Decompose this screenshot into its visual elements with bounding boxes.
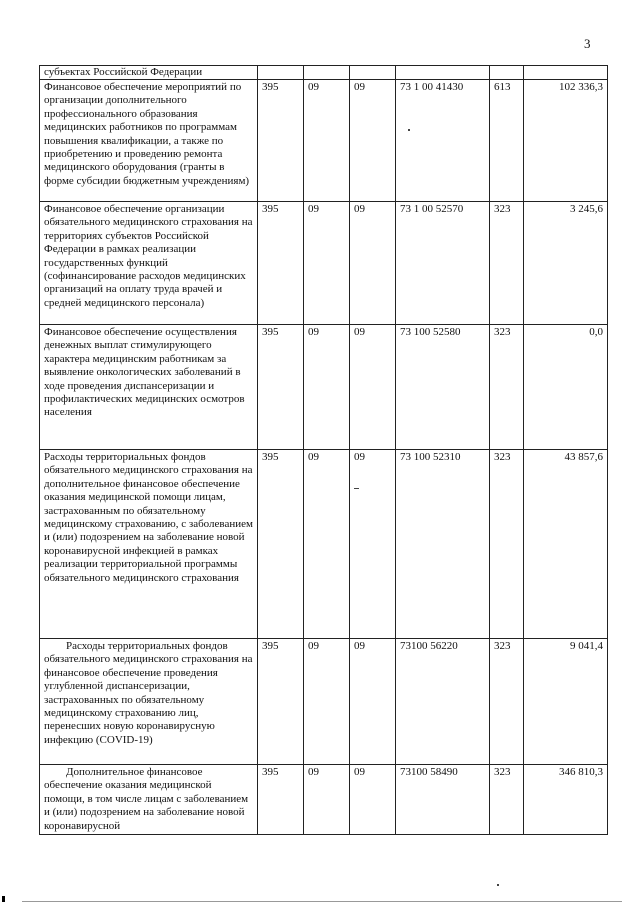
amount: 9 041,4 [524, 639, 608, 765]
ministry-code: 395 [258, 325, 304, 450]
table-row [40, 202, 608, 325]
section-code: 09 [304, 325, 350, 450]
amount: 102 336,3 [524, 80, 608, 202]
table-row [40, 80, 608, 202]
scan-corner-mark [2, 896, 5, 902]
table-row [40, 325, 608, 450]
row-description: Финансовое обеспечение мероприятий по организации дополнительного профессионального образования медицинских работников по программам повышения квалификации, а также по приобретению и проведению ремонта медицинского оборудования (гранты в форме субсидии бюджетным учреждениям) [40, 80, 258, 202]
scan-speck [408, 129, 410, 131]
ministry-code: 395 [258, 80, 304, 202]
subsection-code: 09 [350, 450, 396, 639]
table-row [40, 450, 608, 639]
scan-bottom-edge [22, 901, 622, 902]
scan-speck [354, 488, 359, 489]
subsection-code: 09 [350, 639, 396, 765]
continuation-cell: субъектах Российской Федерации [40, 66, 258, 80]
expense-type-code: 323 [490, 639, 524, 765]
amount: 346 810,3 [524, 765, 608, 835]
section-code: 09 [304, 450, 350, 639]
expense-type-code: 323 [490, 765, 524, 835]
ministry-code: 395 [258, 765, 304, 835]
ministry-code: 395 [258, 639, 304, 765]
target-code: 73 1 00 52570 [396, 202, 490, 325]
subsection-code: 09 [350, 765, 396, 835]
target-code: 73100 58490 [396, 765, 490, 835]
row-description: Финансовое обеспечение осуществления денежных выплат стимулирующего характера медицинским работникам за выявление онкологических заболеваний в ходе проведения диспансеризации и профилактических медицинских осмотров населения [40, 325, 258, 450]
expense-type-code: 323 [490, 202, 524, 325]
section-code: 09 [304, 765, 350, 835]
subsection-code: 09 [350, 325, 396, 450]
expense-type-code: 613 [490, 80, 524, 202]
target-code: 73100 56220 [396, 639, 490, 765]
expense-type-code: 323 [490, 450, 524, 639]
table-row [40, 765, 608, 835]
section-code: 09 [304, 202, 350, 325]
target-code: 73 1 00 41430 [396, 80, 490, 202]
section-code: 09 [304, 639, 350, 765]
subsection-code: 09 [350, 80, 396, 202]
row-description: Финансовое обеспечение организации обязательного медицинского страхования на территориях субъектов Российской Федерации в рамках реализации государственных функций (софинансирование расходов медицинских организаций на оплату труда врачей и средней медицинского персонала) [40, 202, 258, 325]
subsection-code: 09 [350, 202, 396, 325]
table-row [40, 639, 608, 765]
row-description: Расходы территориальных фондов обязательного медицинского страхования на дополнительное финансовое обеспечение оказания медицинской помощи лицам, застрахованным по обязательному медицинскому страхованию, с заболеванием и (или) подозрением на заболевание новой коронавирусной инфекцией в рамках реализации территориальной программы обязательного медицинского страхования [40, 450, 258, 639]
amount: 0,0 [524, 325, 608, 450]
page-number: 3 [584, 36, 591, 51]
expense-type-code: 323 [490, 325, 524, 450]
section-code: 09 [304, 80, 350, 202]
target-code: 73 100 52580 [396, 325, 490, 450]
ministry-code: 395 [258, 450, 304, 639]
scan-speck [497, 884, 499, 886]
table-row [40, 66, 608, 80]
target-code: 73 100 52310 [396, 450, 490, 639]
ministry-code: 395 [258, 202, 304, 325]
row-description: Дополнительное финансовое обеспечение оказания медицинской помощи, в том числе лицам с заболеванием и (или) подозрением на заболевание новой коронавирусной [40, 765, 258, 835]
amount: 3 245,6 [524, 202, 608, 325]
amount: 43 857,6 [524, 450, 608, 639]
row-description: Расходы территориальных фондов обязательного медицинского страхования на финансовое обеспечение проведения углубленной диспансеризации, застрахованных по обязательному медицинскому страхованию лиц, перенесших новую коронавирусную инфекцию (COVID-19) [40, 639, 258, 765]
budget-table [39, 65, 608, 835]
